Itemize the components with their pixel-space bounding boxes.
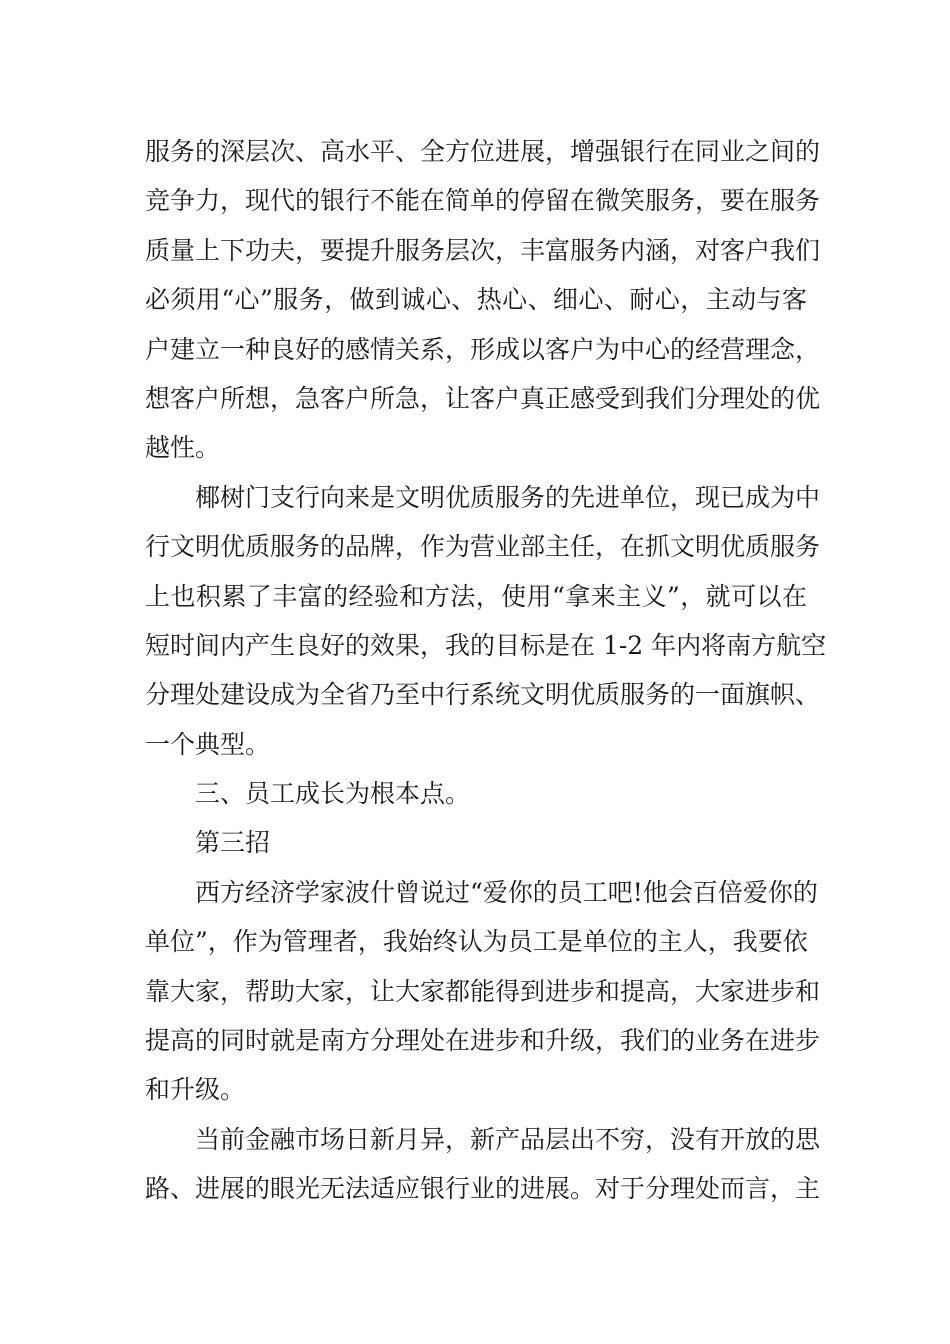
text-line: 分理处建设成为全省乃至中行系统文明优质服务的一面旗帜、 bbox=[145, 680, 821, 710]
text-line: 行文明优质服务的品牌，作为营业部主任，在抓文明优质服务 bbox=[145, 532, 821, 562]
text-line: 竞争力，现代的银行不能在简单的停留在微笑服务，要在服务 bbox=[145, 186, 821, 216]
text-line: 椰树门支行向来是文明优质服务的先进单位，现已成为中 bbox=[195, 482, 821, 512]
text-line: 靠大家，帮助大家，让大家都能得到进步和提高，大家进步和 bbox=[145, 976, 821, 1006]
text-line: 一个典型。 bbox=[145, 729, 271, 759]
text-line: 越性。 bbox=[145, 433, 221, 463]
text-line: 必须用“心”服务，做到诚心、热心、细心、耐心，主动与客 bbox=[145, 285, 807, 315]
text-line: 户建立一种良好的感情关系，形成以客户为中心的经营理念， bbox=[145, 334, 821, 364]
text-line: 短时间内产生良好的效果，我的目标是在 1-2 年内将南方航空 bbox=[145, 630, 827, 660]
text-line: 想客户所想，急客户所急，让客户真正感受到我们分理处的优 bbox=[145, 383, 821, 413]
sub-heading: 第三招 bbox=[195, 828, 271, 858]
text-line: 当前金融市场日新月异，新产品层出不穷，没有开放的思 bbox=[195, 1124, 821, 1154]
text-line: 西方经济学家波什曾说过“爱你的员工吧!他会百倍爱你的 bbox=[195, 877, 818, 907]
text-line: 单位”，作为管理者，我始终认为员工是单位的主人，我要依 bbox=[145, 927, 808, 957]
text-line: 和升级。 bbox=[145, 1075, 246, 1105]
text-line: 质量上下功夫，要提升服务层次，丰富服务内涵，对客户我们 bbox=[145, 235, 821, 265]
text-line: 上也积累了丰富的经验和方法，使用“拿来主义”，就可以在 bbox=[145, 581, 807, 611]
section-heading: 三、员工成长为根本点。 bbox=[195, 779, 471, 809]
document-body bbox=[145, 127, 827, 1214]
text-line: 路、进展的眼光无法适应银行业的进展。对于分理处而言，主 bbox=[145, 1174, 821, 1204]
text-line: 服务的深层次、高水平、全方位进展，增强银行在同业之间的 bbox=[145, 137, 821, 166]
text-line: 提高的同时就是南方分理处在进步和升级，我们的业务在进步 bbox=[145, 1026, 821, 1056]
